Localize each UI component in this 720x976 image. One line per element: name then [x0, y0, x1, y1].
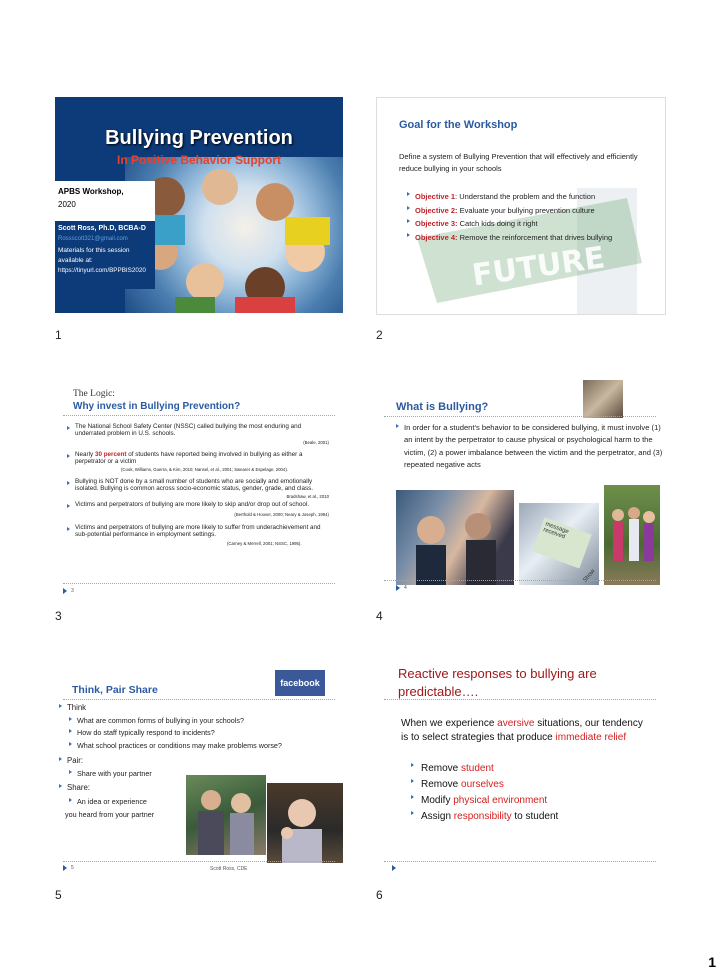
pair-item: Share with your partner — [69, 768, 329, 781]
logic-item: Bullying is NOT done by a small number of students who are socially and emotionally isolated. Bullying is common across socio-economic status, gender, grade, and class. — [67, 479, 329, 493]
slide-2-title: Goal for the Workshop — [399, 119, 518, 131]
footer-divider — [384, 861, 656, 862]
footer-arrow-icon — [63, 865, 67, 871]
logic-item: Victims and perpetrators of bullying are more likely to skip and/or drop out of school. — [67, 502, 329, 509]
slide-number-4: 4 — [376, 609, 383, 623]
slide-6 — [376, 665, 664, 881]
title-divider — [63, 415, 335, 416]
phone-button: Show — [582, 568, 597, 584]
reactive-strategies-list — [411, 761, 651, 825]
think-question: What school practices or conditions may make problems worse? — [69, 740, 329, 753]
event-name: APBS Workshop, — [58, 187, 124, 196]
slide-3-footer: 3 — [63, 588, 74, 594]
slide-2 — [376, 97, 666, 315]
slide-5-footer: 5 — [63, 865, 74, 871]
talking-figures — [186, 775, 266, 855]
objective-item: Objective 4: Remove the reinforcement that drives bullying — [407, 231, 662, 245]
citation: (Beale, 2001) — [303, 439, 329, 445]
citation: (Carney & Merrell, 2001; NSSC, 1995). — [227, 541, 302, 547]
think-question: How do staff typically respond to incidents? — [69, 727, 329, 740]
strategy-item: Remove ourselves — [411, 777, 651, 793]
share-item: An idea or experience — [69, 796, 329, 809]
phone-screen: message received — [532, 518, 591, 569]
deck-title: Bullying Prevention — [105, 127, 293, 149]
students-circle-photo — [125, 157, 343, 313]
slide-3-pretitle: The Logic: — [73, 389, 115, 399]
objective-item: Objective 2: Evaluate your bullying prevention culture — [407, 204, 662, 218]
fight-photo — [396, 490, 514, 585]
phone-photo — [519, 503, 599, 585]
share-item-continued: you heard from your partner — [65, 809, 155, 819]
slide-5-title: Think, Pair Share — [72, 684, 158, 696]
citation: (Cook, Williams, Guerra, & Kim, 2010; Nansel, et al., 2001; Swearer & Espelage, 2004). — [121, 466, 288, 472]
slide-number-5: 5 — [55, 888, 62, 902]
slide-number-6: 6 — [376, 888, 383, 902]
slide-number-3: 3 — [55, 609, 62, 623]
fight-figures — [396, 490, 514, 585]
logic-item: Victims and perpetrators of bullying are more likely to suffer from underachievement and sub-potential performance in employment settings. — [67, 525, 329, 539]
presenter-email[interactable]: Rossscott321@gmail.com — [58, 236, 128, 242]
strategy-item: Assign responsibility to student — [411, 809, 651, 825]
students-talking-photo — [186, 775, 266, 855]
slide-4-footer: 4 — [396, 585, 407, 591]
strategy-item: Modify physical environment — [411, 793, 651, 809]
title-divider — [384, 416, 656, 417]
think-question: What are common forms of bullying in your schools? — [69, 715, 329, 728]
reactive-intro: When we experience aversive situations, our tendency is to select strategies that produce immediate relief — [401, 718, 643, 743]
deck-subtitle: In Positive Behavior Support — [116, 153, 282, 167]
share-heading: Share: — [59, 782, 329, 795]
slide-6-title: Reactive responses to bullying are predictable…. — [398, 666, 597, 699]
upset-student-photo — [267, 783, 343, 863]
slide-number-2: 2 — [376, 328, 383, 342]
presenter-name: Scott Ross, Ph.D, BCBA-D — [58, 225, 146, 232]
slide-4-title: What is Bullying? — [396, 401, 489, 413]
page-number: 1 — [708, 954, 716, 970]
logic-item: The National School Safety Center (NSSC) called bullying the most enduring and underrated problem in U.S. schools. — [67, 424, 329, 438]
logic-list — [67, 424, 329, 548]
students-faces-illustration — [125, 157, 343, 313]
citation: Bradshaw, et al., 2010 — [286, 494, 329, 500]
slide-6-footer — [392, 865, 396, 871]
slide-3 — [55, 388, 343, 604]
upset-figure — [267, 783, 343, 863]
objective-item: Objective 3: Catch kids doing it right — [407, 217, 662, 231]
materials-url[interactable]: https://tinyurl.com/BPPBIS2020 — [58, 267, 146, 274]
citation: (Berthold & Hoover, 2000; Neary & Joseph, 1994) — [234, 511, 329, 517]
title-divider — [384, 699, 656, 700]
facebook-logo: facebook — [275, 670, 325, 696]
materials-note: Materials for this session available at: — [58, 247, 130, 264]
footer-divider — [63, 583, 335, 584]
slide-4 — [376, 380, 664, 602]
think-heading: Think — [59, 702, 329, 715]
event-year: 2020 — [58, 200, 76, 209]
future-sign-text: FUTURE — [470, 240, 608, 294]
objective-list — [407, 190, 662, 244]
footer-divider — [384, 580, 656, 581]
bullying-definition: In order for a student's behavior to be considered bullying, it must involve (1) an intent by the perpetrator to cause physical or psychological harm to the victim, (2) a power imbalance between the victim and the perpetrator, and (3) repeated negative acts — [396, 422, 664, 471]
objective-item: Objective 1: Understand the problem and the function — [407, 190, 662, 204]
crowd-photo — [583, 380, 623, 418]
girls-photo — [604, 485, 660, 585]
slide-1 — [55, 97, 343, 313]
workshop-goal-text: Define a system of Bullying Prevention that will effectively and efficiently reduce bullying in your schools — [399, 152, 638, 173]
strategy-item: Remove student — [411, 761, 651, 777]
footer-arrow-icon — [392, 865, 396, 871]
slide-number-1: 1 — [55, 328, 62, 342]
footer-divider — [63, 861, 335, 862]
pair-heading: Pair: — [59, 755, 329, 768]
girls-figures — [604, 485, 660, 585]
footer-arrow-icon — [63, 588, 67, 594]
logic-item: Nearly 30 percent of students have reported being involved in bullying as either a perpetrator or a victim — [67, 452, 329, 466]
slide-5 — [55, 665, 343, 881]
footer-arrow-icon — [396, 585, 400, 591]
footer-credit: Scott Ross, CDE — [210, 866, 248, 872]
title-divider — [63, 699, 335, 700]
slide-3-title: Why invest in Bullying Prevention? — [73, 401, 241, 412]
